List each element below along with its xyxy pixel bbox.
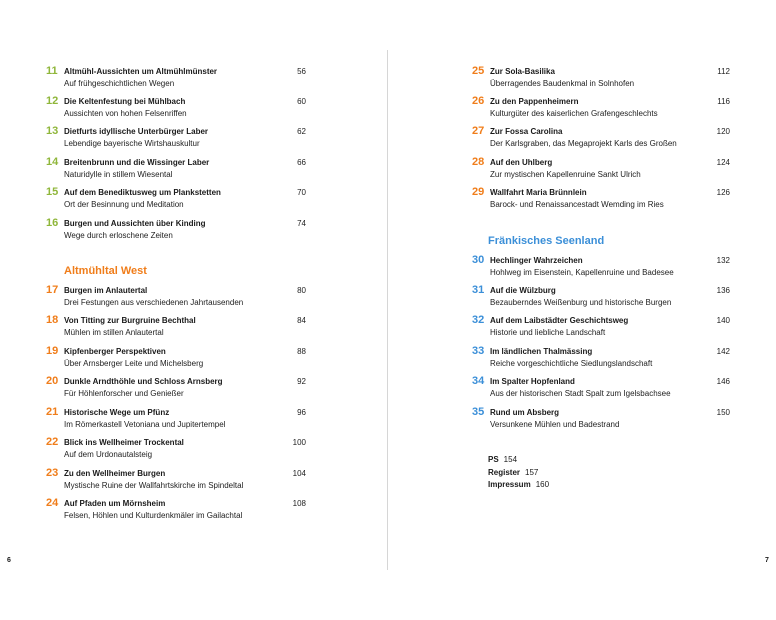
entry-number: 21 (46, 406, 59, 418)
entry-page: 136 (716, 286, 730, 295)
entry-subtitle: Kulturgüter des kaiserlichen Grafengeschlechts (490, 109, 658, 118)
entry-subtitle: Lebendige bayerische Wirtshauskultur (64, 139, 200, 148)
entry-subtitle: Im Römerkastell Vetoniana und Jupitertempel (64, 420, 226, 429)
toc-entry[interactable] (46, 188, 306, 216)
entry-number: 27 (472, 125, 485, 137)
entry-subtitle: Wege durch erloschene Zeiten (64, 231, 173, 240)
entry-page: 60 (297, 97, 306, 106)
entry-number: 31 (472, 284, 485, 296)
entry-subtitle: Felsen, Höhlen und Kulturdenkmäler im Gailachtal (64, 511, 243, 520)
misc-page: 160 (535, 480, 550, 489)
entry-title: Die Keltenfestung bei Mühlbach (64, 97, 186, 106)
section-title-fraenkisches-seenland: Fränkisches Seenland (488, 235, 605, 247)
entry-page: 146 (716, 377, 730, 386)
toc-entry[interactable] (472, 316, 730, 344)
entry-page: 84 (297, 316, 306, 325)
entry-subtitle: Für Höhlenforscher und Genießer (64, 389, 184, 398)
entry-number: 19 (46, 345, 59, 357)
toc-entry[interactable] (472, 286, 730, 314)
entry-page: 92 (297, 377, 306, 386)
entry-subtitle: Drei Festungen aus verschiedenen Jahrtausenden (64, 298, 244, 307)
entry-title: Wallfahrt Maria Brünnlein (490, 188, 587, 197)
entry-page: 66 (297, 158, 306, 167)
right-page (388, 0, 776, 620)
entry-page: 150 (716, 408, 730, 417)
toc-entry[interactable] (46, 347, 306, 375)
entry-page: 126 (716, 188, 730, 197)
misc-impressum[interactable] (488, 480, 549, 489)
toc-entry[interactable] (46, 158, 306, 186)
entry-page: 56 (297, 67, 306, 76)
toc-entry[interactable] (46, 377, 306, 405)
entry-subtitle: Auf frühgeschichtlichen Wegen (64, 79, 175, 88)
entry-number: 35 (472, 406, 485, 418)
entry-title: Dietfurts idyllische Unterbürger Laber (64, 127, 209, 136)
entry-number: 34 (472, 375, 485, 387)
entry-title: Von Titting zur Burgruine Bechthal (64, 316, 196, 325)
entry-subtitle: Aussichten von hohen Felsenriffen (64, 109, 187, 118)
entry-title: Auf dem Laibstädter Geschichtsweg (490, 316, 629, 325)
toc-entry[interactable] (46, 97, 306, 125)
misc-label: Register (488, 468, 521, 477)
entry-page: 100 (292, 438, 306, 447)
entry-number: 17 (46, 284, 59, 296)
entry-page: 140 (716, 316, 730, 325)
entry-title: Im Spalter Hopfenland (490, 377, 575, 386)
toc-entry[interactable] (46, 316, 306, 344)
entry-page: 132 (716, 256, 730, 265)
entry-number: 25 (472, 65, 485, 77)
toc-entry[interactable] (472, 408, 730, 436)
entry-number: 11 (46, 65, 58, 77)
toc-entry[interactable] (46, 469, 306, 497)
entry-number: 20 (46, 375, 59, 387)
toc-entry[interactable] (472, 67, 730, 95)
entry-subtitle: Bezauberndes Weißenburg und historische Burgen (490, 298, 672, 307)
entry-page: 120 (716, 127, 730, 136)
entry-subtitle: Mystische Ruine der Wallfahrtskirche im Spindeltal (64, 481, 244, 490)
entry-subtitle: Ort der Besinnung und Meditation (64, 200, 184, 209)
page-number-left: 6 (7, 557, 11, 564)
entry-number: 33 (472, 345, 485, 357)
entry-page: 112 (717, 67, 730, 76)
entry-page: 70 (297, 188, 306, 197)
entry-title: Blick ins Wellheimer Trockental (64, 438, 184, 447)
entry-title: Zu den Pappenheimern (490, 97, 579, 106)
entry-number: 22 (46, 436, 59, 448)
entry-title: Zu den Wellheimer Burgen (64, 469, 166, 478)
entry-page: 96 (297, 408, 306, 417)
entry-title: Auf dem Benediktusweg um Plankstetten (64, 188, 221, 197)
misc-register[interactable] (488, 468, 538, 477)
entry-page: 124 (716, 158, 730, 167)
entry-subtitle: Reiche vorgeschichtliche Siedlungslandschaft (490, 359, 653, 368)
toc-entry[interactable] (46, 127, 306, 155)
page-number-right: 7 (765, 557, 769, 564)
entry-number: 28 (472, 156, 485, 168)
section-title-altmuehltal-west: Altmühltal West (64, 265, 147, 277)
entry-title: Im ländlichen Thalmässing (490, 347, 593, 356)
entry-title: Burgen im Anlautertal (64, 286, 148, 295)
toc-entry[interactable] (46, 438, 306, 466)
misc-label: PS (488, 455, 499, 464)
entry-number: 16 (46, 217, 59, 229)
entry-page: 142 (716, 347, 730, 356)
entry-page: 62 (297, 127, 306, 136)
entry-number: 26 (472, 95, 485, 107)
entry-title: Auf Pfaden um Mörnsheim (64, 499, 166, 508)
toc-entry[interactable] (46, 499, 306, 527)
entry-subtitle: Auf dem Urdonautalsteig (64, 450, 153, 459)
entry-number: 24 (46, 497, 59, 509)
entry-title: Kipfenberger Perspektiven (64, 347, 166, 356)
entry-page: 116 (717, 97, 730, 106)
entry-subtitle: Der Karlsgraben, das Megaprojekt Karls des Großen (490, 139, 677, 148)
entry-subtitle: Über Arnsberger Leite und Michelsberg (64, 359, 204, 368)
entry-page: 80 (297, 286, 306, 295)
entry-title: Historische Wege um Pfünz (64, 408, 170, 417)
toc-entry[interactable] (472, 377, 730, 405)
entry-subtitle: Naturidylle in stillem Wiesental (64, 170, 173, 179)
toc-entry[interactable] (472, 127, 730, 155)
toc-entry[interactable] (472, 188, 730, 216)
entry-page: 88 (297, 347, 306, 356)
entry-subtitle: Überragendes Baudenkmal in Solnhofen (490, 79, 635, 88)
misc-page: 154 (503, 455, 518, 464)
entry-title: Auf den Uhlberg (490, 158, 553, 167)
entry-title: Auf die Wülzburg (490, 286, 556, 295)
entry-title: Burgen und Aussichten über Kinding (64, 219, 206, 228)
entry-subtitle: Mühlen im stillen Anlautertal (64, 328, 164, 337)
toc-entry[interactable] (472, 256, 730, 284)
misc-label: Impressum (488, 480, 531, 489)
entry-subtitle: Aus der historischen Stadt Spalt zum Igelsbachsee (490, 389, 671, 398)
entry-number: 13 (46, 125, 59, 137)
toc-entry[interactable] (46, 408, 306, 436)
entry-title: Zur Fossa Carolina (490, 127, 563, 136)
entry-number: 32 (472, 314, 485, 326)
entry-subtitle: Historie und liebliche Landschaft (490, 328, 606, 337)
entry-number: 12 (46, 95, 59, 107)
entry-title: Dunkle Arndthöhle und Schloss Arnsberg (64, 377, 223, 386)
entry-subtitle: Hohlweg im Eisenstein, Kapellenruine und Badesee (490, 268, 674, 277)
entry-title: Hechlinger Wahrzeichen (490, 256, 583, 265)
misc-ps[interactable] (488, 455, 517, 464)
toc-entry[interactable] (472, 158, 730, 186)
entry-title: Breitenbrunn und die Wissinger Laber (64, 158, 210, 167)
entry-subtitle: Barock- und Renaissancestadt Wemding im Ries (490, 200, 664, 209)
entry-page: 74 (297, 219, 306, 228)
toc-entry[interactable] (472, 97, 730, 125)
entry-number: 15 (46, 186, 59, 198)
entry-subtitle: Versunkene Mühlen und Badestrand (490, 420, 620, 429)
entry-number: 30 (472, 254, 485, 266)
entry-title: Altmühl-Aussichten um Altmühlmünster (64, 67, 218, 76)
entry-title: Zur Sola-Basilika (490, 67, 555, 76)
entry-number: 23 (46, 467, 59, 479)
entry-subtitle: Zur mystischen Kapellenruine Sankt Ulrich (490, 170, 641, 179)
entry-number: 29 (472, 186, 485, 198)
toc-entry[interactable] (46, 219, 306, 247)
misc-page: 157 (525, 468, 539, 477)
entry-title: Rund um Absberg (490, 408, 560, 417)
toc-entry[interactable] (472, 347, 730, 375)
entry-number: 14 (46, 156, 59, 168)
toc-entry[interactable] (46, 67, 306, 95)
entry-number: 18 (46, 314, 59, 326)
entry-page: 108 (292, 499, 306, 508)
toc-entry[interactable] (46, 286, 306, 314)
entry-page: 104 (292, 469, 306, 478)
